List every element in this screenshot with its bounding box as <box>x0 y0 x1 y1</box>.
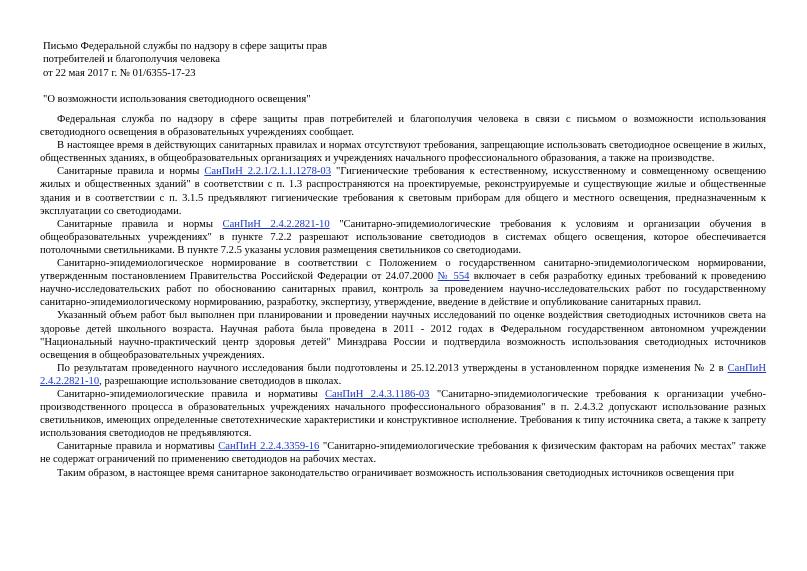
paragraph-5-text-a: Санитарно-эпидемиологическое нормирование в соответствии с Положением о государственном санитарно-эпидемиологическом нормировании, утвержденным постановлением Правительства Российской Федерации от 24.07.2000 <box>40 258 766 283</box>
paragraph-8-text-b: "Санитарно-эпидемиологические требования к организации учебно-производственного процесса в образовательных учреждениях начального профессионального образования" в п. 2.4.3.2 допускают использование разных светильников, имеющих определенные светотехнические характеристики и конструктивное исполнение. Требования к типу источника света, а также к запрету использования светодиодов не предъявляются. <box>40 388 766 440</box>
resolution-554-link[interactable]: № 554 <box>437 271 470 283</box>
paragraph-8-text-a: Санитарно-эпидемиологические правила и нормативы <box>57 388 325 400</box>
paragraph-9-text-b: "Санитарно-эпидемиологические требования к физическим факторам на рабочих местах" также не содержат ограничений по применению светодиодов на рабочих местах. <box>40 441 767 466</box>
document-subject: "О возможности использования светодиодного освещения" <box>43 94 311 105</box>
paragraph-7-text-a: По результатам проведенного научного исследования были подготовлены и 25.12.2013 утверждены в установленном порядке изменения № 2 в <box>57 362 728 374</box>
document-header <box>43 40 783 80</box>
paragraph-7 <box>40 362 766 388</box>
paragraph-4-text-a: Санитарные правила и нормы <box>57 218 223 230</box>
header-line-2: потребителей и благополучия человека <box>43 54 220 66</box>
paragraph-3-text-b: "Гигиенические требования к естественному, искусственному и совмещенному освещению жилых и общественных зданий" в соответствии с п. 1.3 распространяются на проектируемые, реконструируемые и существующие жилые и общественные здания и в соответствии с п. 3.1.5 предъявляют гигиенические требования к световым приборам для общего и местного освещения, предназначенным к эксплуатации со светодиодами. <box>40 166 767 217</box>
paragraph-8 <box>40 388 766 440</box>
paragraph-9-text-a: Санитарные правила и нормативы <box>57 441 219 453</box>
header-line-1: Письмо Федеральной службы по надзору в сфере защиты прав <box>43 41 328 52</box>
paragraph-5-text-b: включает в себя разработку единых требований к проведению научно-исследовательских работ по обоснованию санитарных правил, контроль за проведением научно-исследовательских работ по государственному санитарно-эпидемиологическому нормированию, разработку, экспертизу, утверждение, введение в действие и опубликование санитарных правил. <box>40 271 766 309</box>
sanpin-2-4-2-link-2[interactable]: СанПиН 2.4.2.2821-10 <box>40 362 766 387</box>
paragraph-9 <box>40 440 766 466</box>
sanpin-2-4-3-link[interactable]: СанПиН 2.4.3.1186-03 <box>324 388 430 400</box>
paragraph-1: Федеральная служба по надзору в сфере защиты прав потребителей и благополучия человека в связи с письмом о возможности использования светодиодного освещения в образовательных учреждениях сообщает. <box>40 114 766 139</box>
paragraph-3-text-a: Санитарные правила и нормы <box>57 166 205 178</box>
sanpin-2-4-2-link[interactable]: СанПиН 2.4.2.2821-10 <box>222 218 330 230</box>
paragraph-4 <box>40 218 766 257</box>
paragraph-10: Таким образом, в настоящее время санитарное законодательство ограничивает возможность использования светодиодных источников освещения при <box>57 467 735 479</box>
paragraph-2: В настоящее время в действующих санитарных правилах и нормах отсутствуют требования, запрещающие использовать светодиодное освещение в жилых, общественных зданиях, в общеобразовательных организациях и учреждениях начального профессионального образования, а также на производстве. <box>40 140 766 165</box>
header-line-3: от 22 мая 2017 г. № 01/6355-17-23 <box>43 67 196 79</box>
paragraph-7-text-b: , разрешающие использование светодиодов в школах. <box>99 375 342 387</box>
sanpin-2-2-4-link[interactable]: СанПиН 2.2.4.3359-16 <box>218 441 320 453</box>
paragraph-6: Указанный объем работ был выполнен при планировании и проведении научных исследований по оценке воздействия светодиодных источников света на здоровье детей школьного возраста. Научная работа была проведена в 2011 - 2012 годах в Федеральном государственном автономном учреждении "Национальный научно-практический центр здоровья детей" Минздрава России и подтвердила возможность использования светодиодных источников освещения в общеобразовательных учреждениях. <box>40 310 766 361</box>
document-body <box>40 113 766 481</box>
paragraph-5 <box>40 257 766 309</box>
paragraph-4-text-b: "Санитарно-эпидемиологические требования к условиям и организации обучения в общеобразовательных учреждениях" в пункте 7.2.2 разрешают использование светодиодов в системах общего освещения, которое обеспечивается потолочными светильниками. В пункте 7.2.5 указаны условия размещения светильников со светодиодами. <box>40 218 767 256</box>
paragraph-3 <box>40 165 766 217</box>
sanpin-2-2-1-link[interactable]: СанПиН 2.2.1/2.1.1.1278-03 <box>204 166 332 178</box>
